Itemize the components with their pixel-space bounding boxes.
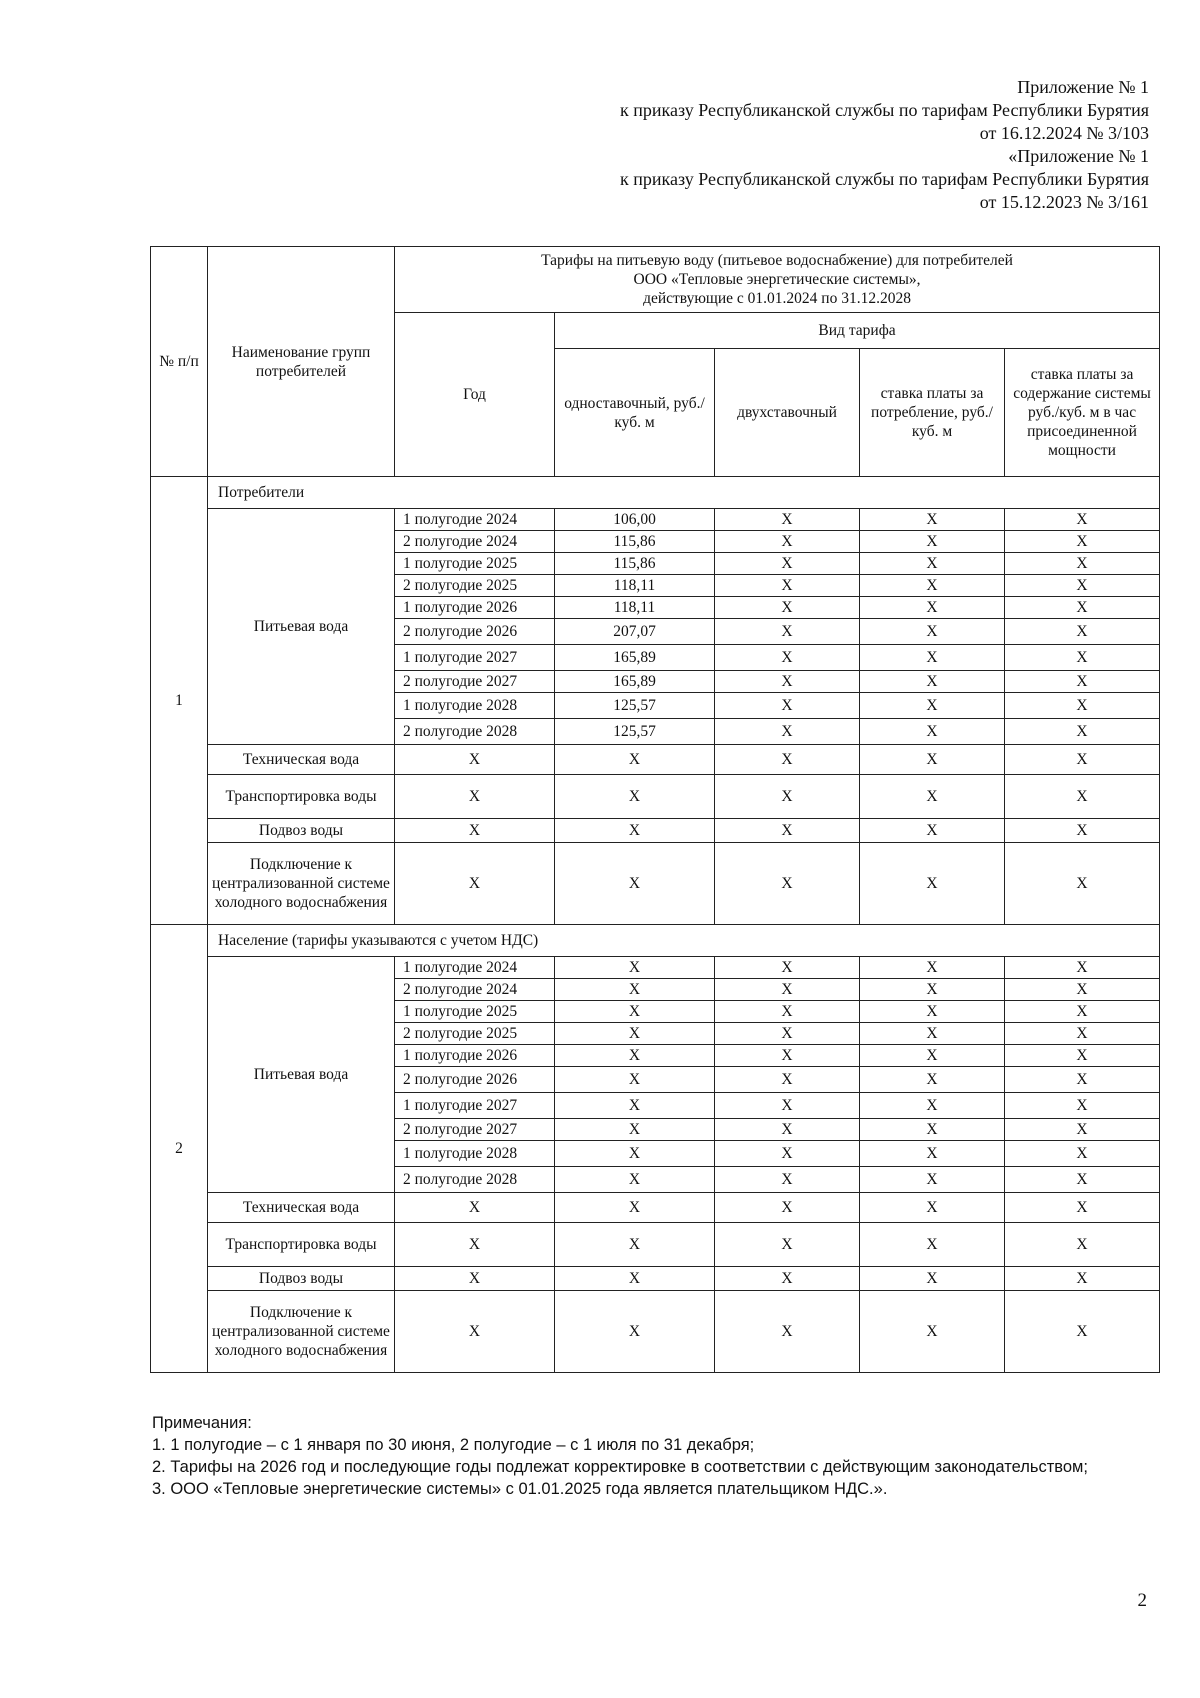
table-row: [151, 843, 1160, 925]
group-label: Транспортировка воды: [208, 1223, 395, 1267]
header-line: к приказу Республиканской службы по тарифам Республики Бурятия: [620, 100, 1149, 120]
header-line: «Приложение № 1: [1008, 146, 1149, 166]
two-rate-cell: X: [715, 531, 860, 553]
consumption-rate-cell: X: [860, 1023, 1005, 1045]
two-rate-cell: X: [715, 1001, 860, 1023]
consumption-rate-cell: X: [860, 575, 1005, 597]
consumption-rate-cell: X: [860, 531, 1005, 553]
year-cell: X: [395, 1291, 555, 1373]
single-rate-cell: 207,07: [555, 619, 715, 645]
single-rate-cell: 125,57: [555, 693, 715, 719]
table-row: [151, 1267, 1160, 1291]
maintenance-rate-cell: X: [1005, 843, 1160, 925]
two-rate-cell: X: [715, 745, 860, 775]
year-cell: X: [395, 819, 555, 843]
period-cell: 2 полугодие 2027: [395, 671, 555, 693]
column-header-single-rate: одноставочный, руб./ куб. м: [555, 349, 715, 477]
maintenance-rate-cell: X: [1005, 693, 1160, 719]
group-label-drinking-water: Питьевая вода: [208, 957, 395, 1193]
two-rate-cell: X: [715, 693, 860, 719]
note-item: 3. ООО «Тепловые энергетические системы» с 01.01.2025 года является плательщиком НДС.».: [152, 1480, 888, 1498]
tariff-type-header: Вид тарифа: [555, 313, 1160, 349]
year-cell: X: [395, 1193, 555, 1223]
column-header-two-rate: двухставочный: [715, 349, 860, 477]
note-item: 1. 1 полугодие – с 1 января по 30 июня, 2 полугодие – с 1 июля по 31 декабря;: [152, 1436, 755, 1454]
period-cell: 1 полугодие 2025: [395, 1001, 555, 1023]
two-rate-cell: X: [715, 719, 860, 745]
section-title: Население (тарифы указываются с учетом НДС): [208, 925, 1160, 957]
consumption-rate-cell: X: [860, 819, 1005, 843]
column-header-year: Год: [395, 313, 555, 477]
period-cell: 1 полугодие 2027: [395, 645, 555, 671]
table-row: [151, 745, 1160, 775]
column-header-maintenance-rate: ставка платы за содержание системы руб./куб. м в час присоединенной мощности: [1005, 349, 1160, 477]
consumption-rate-cell: X: [860, 1267, 1005, 1291]
consumption-rate-cell: X: [860, 509, 1005, 531]
table-row: [151, 957, 1160, 979]
consumption-rate-cell: X: [860, 553, 1005, 575]
two-rate-cell: X: [715, 1167, 860, 1193]
two-rate-cell: X: [715, 553, 860, 575]
maintenance-rate-cell: X: [1005, 1267, 1160, 1291]
period-cell: 1 полугодие 2025: [395, 553, 555, 575]
maintenance-rate-cell: X: [1005, 575, 1160, 597]
two-rate-cell: X: [715, 843, 860, 925]
single-rate-cell: 125,57: [555, 719, 715, 745]
maintenance-rate-cell: X: [1005, 819, 1160, 843]
single-rate-cell: 115,86: [555, 531, 715, 553]
maintenance-rate-cell: X: [1005, 531, 1160, 553]
note-item: 2. Тарифы на 2026 год и последующие годы подлежат корректировке в соответствии с действующим законодательством;: [152, 1458, 1088, 1476]
group-label: Техническая вода: [208, 1193, 395, 1223]
group-label-drinking-water: Питьевая вода: [208, 509, 395, 745]
group-label: Техническая вода: [208, 745, 395, 775]
notes-title: Примечания:: [152, 1414, 252, 1432]
single-rate-cell: X: [555, 843, 715, 925]
maintenance-rate-cell: X: [1005, 509, 1160, 531]
section-title-row: [151, 925, 1160, 957]
two-rate-cell: X: [715, 1023, 860, 1045]
single-rate-cell: 115,86: [555, 553, 715, 575]
single-rate-cell: X: [555, 1291, 715, 1373]
table-title: [395, 247, 1160, 313]
consumption-rate-cell: X: [860, 619, 1005, 645]
group-label: Транспортировка воды: [208, 775, 395, 819]
period-cell: 1 полугодие 2026: [395, 597, 555, 619]
single-rate-cell: 165,89: [555, 645, 715, 671]
two-rate-cell: X: [715, 1093, 860, 1119]
consumption-rate-cell: X: [860, 1291, 1005, 1373]
maintenance-rate-cell: X: [1005, 1067, 1160, 1093]
single-rate-cell: X: [555, 1001, 715, 1023]
group-label: Подключение к централизованной системе холодного водоснабжения: [208, 1291, 395, 1373]
maintenance-rate-cell: X: [1005, 1167, 1160, 1193]
period-cell: 1 полугодие 2026: [395, 1045, 555, 1067]
two-rate-cell: X: [715, 575, 860, 597]
maintenance-rate-cell: X: [1005, 1193, 1160, 1223]
table-row: [151, 1223, 1160, 1267]
two-rate-cell: X: [715, 1291, 860, 1373]
single-rate-cell: X: [555, 1023, 715, 1045]
two-rate-cell: X: [715, 1119, 860, 1141]
column-header-number: № п/п: [151, 247, 208, 477]
two-rate-cell: X: [715, 1193, 860, 1223]
maintenance-rate-cell: X: [1005, 553, 1160, 575]
group-label: Подвоз воды: [208, 819, 395, 843]
single-rate-cell: X: [555, 1045, 715, 1067]
period-cell: 2 полугодие 2025: [395, 1023, 555, 1045]
maintenance-rate-cell: X: [1005, 719, 1160, 745]
consumption-rate-cell: X: [860, 957, 1005, 979]
two-rate-cell: X: [715, 1267, 860, 1291]
two-rate-cell: X: [715, 819, 860, 843]
document-header: [449, 76, 1149, 214]
period-cell: 2 полугодие 2026: [395, 1067, 555, 1093]
period-cell: 2 полугодие 2025: [395, 575, 555, 597]
row-number: 1: [151, 477, 208, 925]
consumption-rate-cell: X: [860, 745, 1005, 775]
header-line: Приложение № 1: [1017, 77, 1149, 97]
table-row: [151, 1193, 1160, 1223]
single-rate-cell: X: [555, 775, 715, 819]
single-rate-cell: X: [555, 1223, 715, 1267]
two-rate-cell: X: [715, 1045, 860, 1067]
maintenance-rate-cell: X: [1005, 1001, 1160, 1023]
notes: [152, 1412, 1157, 1500]
table-title-line: Тарифы на питьевую воду (питьевое водоснабжение) для потребителей: [541, 252, 1013, 269]
two-rate-cell: X: [715, 775, 860, 819]
single-rate-cell: X: [555, 1093, 715, 1119]
consumption-rate-cell: X: [860, 645, 1005, 671]
maintenance-rate-cell: X: [1005, 1119, 1160, 1141]
year-cell: X: [395, 1267, 555, 1291]
two-rate-cell: X: [715, 645, 860, 671]
consumption-rate-cell: X: [860, 843, 1005, 925]
period-cell: 2 полугодие 2026: [395, 619, 555, 645]
group-label: Подключение к централизованной системе холодного водоснабжения: [208, 843, 395, 925]
two-rate-cell: X: [715, 1141, 860, 1167]
single-rate-cell: X: [555, 1167, 715, 1193]
single-rate-cell: 106,00: [555, 509, 715, 531]
consumption-rate-cell: X: [860, 1193, 1005, 1223]
consumption-rate-cell: X: [860, 1167, 1005, 1193]
single-rate-cell: 165,89: [555, 671, 715, 693]
table-row: [151, 509, 1160, 531]
consumption-rate-cell: X: [860, 775, 1005, 819]
tariff-table: [150, 246, 1160, 1373]
table-row: [151, 1291, 1160, 1373]
maintenance-rate-cell: X: [1005, 957, 1160, 979]
group-label: Подвоз воды: [208, 1267, 395, 1291]
consumption-rate-cell: X: [860, 719, 1005, 745]
consumption-rate-cell: X: [860, 1045, 1005, 1067]
single-rate-cell: X: [555, 957, 715, 979]
two-rate-cell: X: [715, 671, 860, 693]
maintenance-rate-cell: X: [1005, 645, 1160, 671]
consumption-rate-cell: X: [860, 597, 1005, 619]
maintenance-rate-cell: X: [1005, 597, 1160, 619]
single-rate-cell: X: [555, 819, 715, 843]
maintenance-rate-cell: X: [1005, 1023, 1160, 1045]
period-cell: 2 полугодие 2027: [395, 1119, 555, 1141]
consumption-rate-cell: X: [860, 1067, 1005, 1093]
section-title: Потребители: [208, 477, 1160, 509]
two-rate-cell: X: [715, 957, 860, 979]
period-cell: 2 полугодие 2028: [395, 1167, 555, 1193]
period-cell: 1 полугодие 2024: [395, 957, 555, 979]
table-row: [151, 775, 1160, 819]
single-rate-cell: X: [555, 1141, 715, 1167]
period-cell: 1 полугодие 2028: [395, 1141, 555, 1167]
maintenance-rate-cell: X: [1005, 775, 1160, 819]
single-rate-cell: X: [555, 1119, 715, 1141]
consumption-rate-cell: X: [860, 1141, 1005, 1167]
consumption-rate-cell: X: [860, 1093, 1005, 1119]
two-rate-cell: X: [715, 1223, 860, 1267]
single-rate-cell: X: [555, 745, 715, 775]
two-rate-cell: X: [715, 979, 860, 1001]
two-rate-cell: X: [715, 509, 860, 531]
section-title-row: [151, 477, 1160, 509]
period-cell: 2 полугодие 2024: [395, 979, 555, 1001]
single-rate-cell: X: [555, 1267, 715, 1291]
two-rate-cell: X: [715, 1067, 860, 1093]
maintenance-rate-cell: X: [1005, 1093, 1160, 1119]
period-cell: 1 полугодие 2027: [395, 1093, 555, 1119]
consumption-rate-cell: X: [860, 671, 1005, 693]
maintenance-rate-cell: X: [1005, 671, 1160, 693]
table-title-line: ООО «Тепловые энергетические системы»,: [633, 271, 921, 288]
maintenance-rate-cell: X: [1005, 1291, 1160, 1373]
maintenance-rate-cell: X: [1005, 1045, 1160, 1067]
maintenance-rate-cell: X: [1005, 1223, 1160, 1267]
table-title-line: действующие с 01.01.2024 по 31.12.2028: [643, 290, 911, 307]
two-rate-cell: X: [715, 597, 860, 619]
page-number: 2: [1137, 1590, 1147, 1611]
consumption-rate-cell: X: [860, 1223, 1005, 1267]
consumption-rate-cell: X: [860, 1001, 1005, 1023]
year-cell: X: [395, 775, 555, 819]
single-rate-cell: X: [555, 979, 715, 1001]
consumption-rate-cell: X: [860, 1119, 1005, 1141]
period-cell: 1 полугодие 2028: [395, 693, 555, 719]
consumption-rate-cell: X: [860, 693, 1005, 719]
year-cell: X: [395, 745, 555, 775]
single-rate-cell: X: [555, 1193, 715, 1223]
single-rate-cell: 118,11: [555, 597, 715, 619]
maintenance-rate-cell: X: [1005, 979, 1160, 1001]
table-row: [151, 819, 1160, 843]
period-cell: 2 полугодие 2024: [395, 531, 555, 553]
single-rate-cell: 118,11: [555, 575, 715, 597]
header-line: от 15.12.2023 № 3/161: [979, 192, 1149, 212]
header-line: к приказу Республиканской службы по тарифам Республики Бурятия: [620, 169, 1149, 189]
year-cell: X: [395, 1223, 555, 1267]
column-header-consumption-rate: ставка платы за потребление, руб./ куб. м: [860, 349, 1005, 477]
maintenance-rate-cell: X: [1005, 745, 1160, 775]
single-rate-cell: X: [555, 1067, 715, 1093]
period-cell: 1 полугодие 2024: [395, 509, 555, 531]
header-line: от 16.12.2024 № 3/103: [979, 123, 1149, 143]
consumption-rate-cell: X: [860, 979, 1005, 1001]
maintenance-rate-cell: X: [1005, 1141, 1160, 1167]
two-rate-cell: X: [715, 619, 860, 645]
column-header-group: Наименование групп потребителей: [208, 247, 395, 477]
period-cell: 2 полугодие 2028: [395, 719, 555, 745]
row-number: 2: [151, 925, 208, 1373]
maintenance-rate-cell: X: [1005, 619, 1160, 645]
year-cell: X: [395, 843, 555, 925]
